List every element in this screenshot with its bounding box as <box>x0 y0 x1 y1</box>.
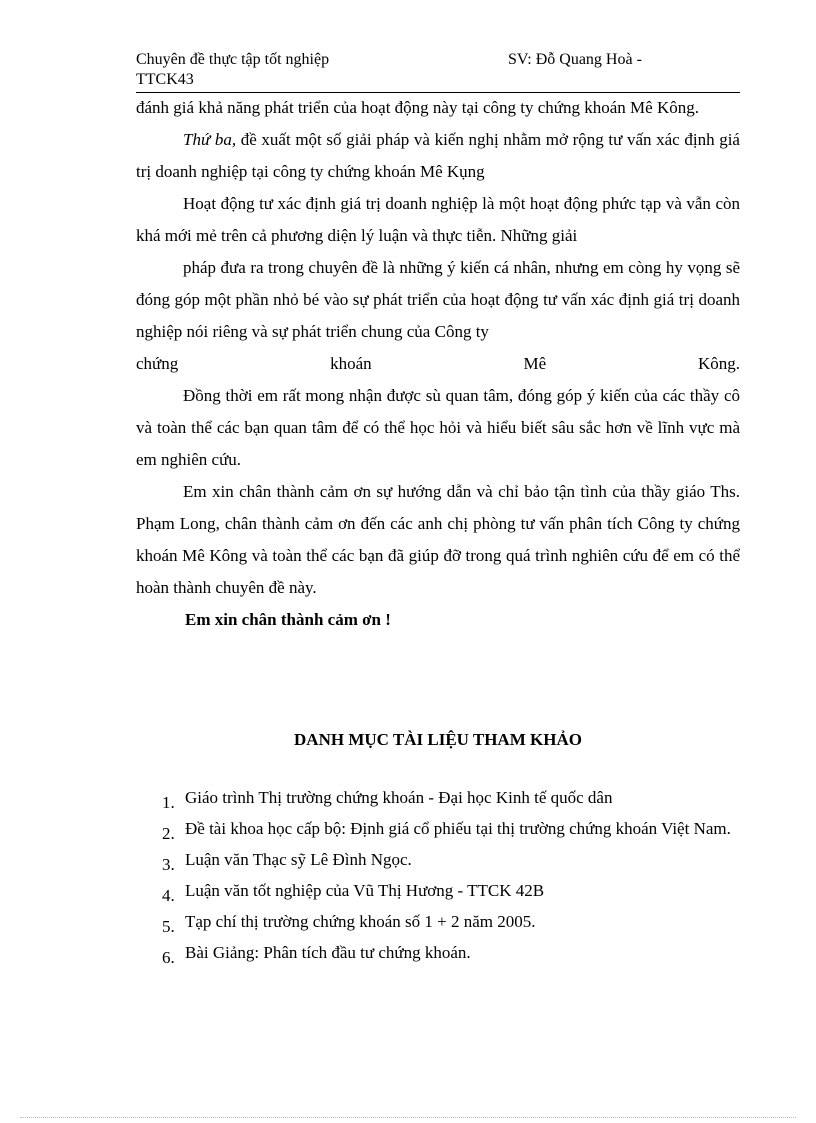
page-bottom-divider <box>20 1117 796 1118</box>
reference-number: 1. <box>162 793 175 812</box>
references-list <box>136 782 740 968</box>
reference-number: 4. <box>162 886 175 905</box>
thanks-line: Em xin chân thành cảm ơn ! <box>185 610 391 629</box>
header-class: TTCK43 <box>136 71 194 88</box>
reference-item <box>136 937 740 968</box>
reference-text: Luận văn Thạc sỹ Lê Đình Ngọc. <box>185 850 412 869</box>
reference-item <box>136 782 740 813</box>
paragraph-1: đánh giá khả năng phát triển của hoạt động này tại công ty chứng khoán Mê Kông. <box>136 98 699 117</box>
document-body <box>136 92 740 636</box>
reference-number: 5. <box>162 917 175 936</box>
reference-text: Luận văn tốt nghiệp của Vũ Thị Hương - TTCK 42B <box>185 881 545 900</box>
paragraph-3c-word: khoán <box>330 354 372 373</box>
reference-text: Tạp chí thị trường chứng khoán số 1 + 2 năm 2005. <box>185 912 536 931</box>
reference-text: Bài Giảng: Phân tích đầu tư chứng khoán. <box>185 943 471 962</box>
paragraph-3b: pháp đưa ra trong chuyên đề là những ý kiến cá nhân, nhưng em còng hy vọng sẽ đóng góp một phần nhỏ bé vào sự phát triển của hoạt động tư vấn xác định giá trị doanh nghiệp nói riêng và sự phát triển chung của Công ty <box>136 258 740 341</box>
paragraph-3c-word: chứng <box>136 354 179 373</box>
paragraph-2 <box>136 124 740 188</box>
paragraph-3c-word: Mê <box>523 354 547 373</box>
paragraph-3c-word: Kông. <box>697 354 740 373</box>
reference-item <box>136 813 740 844</box>
reference-item <box>136 906 740 937</box>
reference-text: Giáo trình Thị trường chứng khoán - Đại học Kinh tế quốc dân <box>185 788 613 807</box>
reference-number: 2. <box>162 824 175 843</box>
reference-item <box>136 844 740 875</box>
paragraph-3c <box>136 348 740 380</box>
references-title: DANH MỤC TÀI LIỆU THAM KHẢO <box>294 730 582 749</box>
paragraph-3a: Hoạt động tư xác định giá trị doanh nghiệp là một hoạt động phức tạp và vẫn còn khá mới mẻ trên cả phương diện lý luận và thực tiễn. Những giải <box>136 194 740 245</box>
paragraph-5: Em xin chân thành cảm ơn sự hướng dẫn và chỉ bảo tận tình của thầy giáo Ths. Phạm Long, chân thành cảm ơn đến các anh chị phòng tư vấn phân tích Công ty chứng khoán Mê Kông và toàn thể các bạn đã giúp đỡ trong quá trình nghiên cứu để em có thể hoàn thành chuyên đề này. <box>136 482 740 597</box>
header-title: Chuyên đề thực tập tốt nghiệp <box>136 51 330 68</box>
reference-item <box>136 875 740 906</box>
reference-number: 6. <box>162 948 175 967</box>
paragraph-4: Đồng thời em rất mong nhận được sù quan tâm, đóng góp ý kiến của các thầy cô và toàn thể các bạn quan tâm để có thể học hỏi và hiểu biết sâu sắc hơn về lĩnh vực mà em nghiên cứu. <box>136 386 740 469</box>
header-author: SV: Đỗ Quang Hoà - <box>508 51 642 68</box>
reference-text: Đề tài khoa học cấp bộ: Định giá cổ phiếu tại thị trường chứng khoán Việt Nam. <box>185 819 731 838</box>
reference-number: 3. <box>162 855 175 874</box>
paragraph-2-lead: Thứ ba, <box>183 130 237 149</box>
paragraph-2-text: đề xuất một số giải pháp và kiến nghị nhằm mở rộng tư vấn xác định giá trị doanh nghiệp tại công ty chứng khoán Mê Kụng <box>136 130 740 181</box>
